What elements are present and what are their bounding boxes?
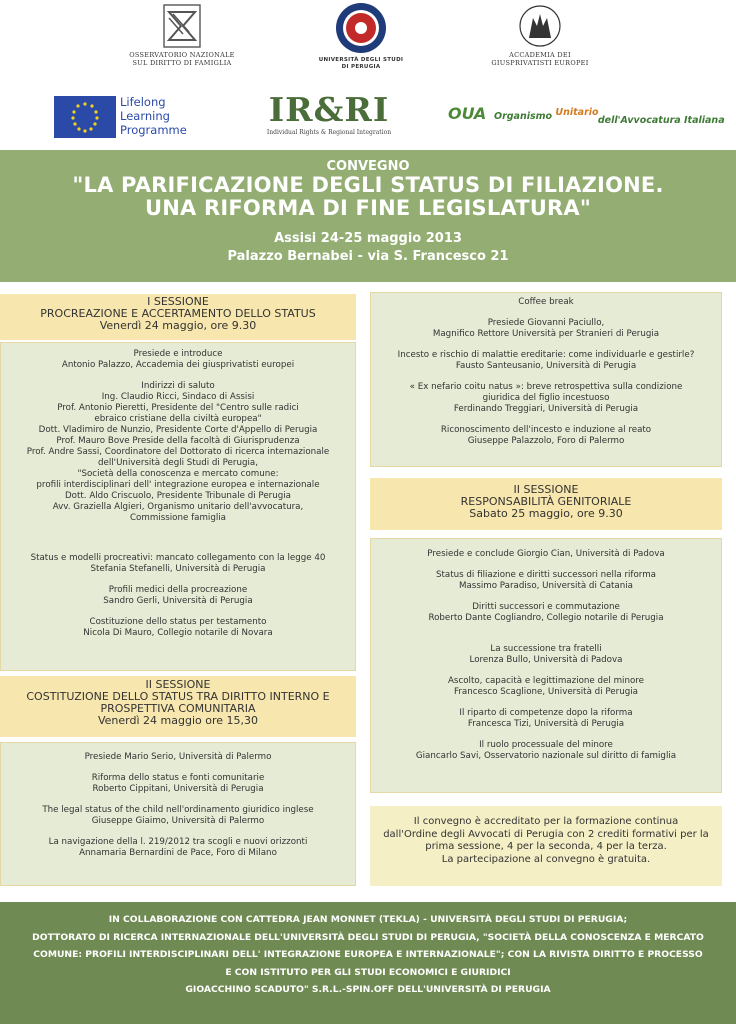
accademia-label: ACCADEMIA DEI GIUSPRIVATISTI EUROPEI <box>491 51 589 67</box>
program-block: Profili medici della procreazione Sandro Gerli, Università di Perugia <box>103 585 253 606</box>
footer-line-1: IN COLLABORAZIONE CON CATTEDRA JEAN MONNET (TEKLA) - UNIVERSITÀ DEGLI STUDI DI PERUGIA; <box>108 914 628 925</box>
program-block: Diritti successori e commutazione Roberto Dante Cogliandro, Collegio notarile di Perugia <box>428 602 664 623</box>
conference-place: Palazzo Bernabei - via S. Francesco 21 <box>227 249 509 264</box>
credits-line-2: dall'Ordine degli Avvocati di Perugia con 2 crediti formativi per la <box>383 828 709 840</box>
program-block: Presiede e conclude Giorgio Cian, Università di Padova <box>427 549 665 559</box>
program-block: Coffee break <box>518 297 574 307</box>
program-block: Presiede Giovanni Paciullo, Magnifico Rettore Università per Stranieri di Perugia <box>432 318 660 339</box>
coffee-break-program <box>370 292 722 467</box>
footer-line-4: E CON ISTITUTO PER GLI STUDI ECONOMICI E GIURIDICI <box>225 966 511 978</box>
session-1-program <box>0 342 356 671</box>
unipg-logo <box>318 2 404 74</box>
program-block: Costituzione dello status per testamento Nicola Di Mauro, Collegio notarile di Novara <box>83 617 273 638</box>
oua-mark: OUA <box>448 104 487 123</box>
lifelong-word-2: Learning <box>120 109 170 123</box>
session-2-subtitle-1: COSTITUZIONE DELLO STATUS TRA DIRITTO INTERNO E <box>26 690 330 703</box>
unipg-label: UNIVERSITÀ DEGLI STUDI DI PERUGIA <box>318 57 404 70</box>
session-2-when: Venerdì 24 maggio ore 15,30 <box>97 714 258 727</box>
oua-name-2: Unitario <box>555 107 599 118</box>
program-block: Il riparto di competenze dopo la riforma Francesca Tizi, Università di Perugia <box>459 708 633 729</box>
irri-subtitle: Individual Rights & Regional Integration <box>266 129 392 136</box>
program-block: Riconoscimento dell'incesto e induzione al reato Giuseppe Palazzolo, Foro di Palermo <box>440 425 652 446</box>
credits-line-1: Il convegno è accreditato per la formazione continua <box>413 816 679 827</box>
title-banner <box>0 150 736 282</box>
session-3-when: Sabato 25 maggio, ore 9.30 <box>469 507 623 520</box>
footer-line-2: DOTTORATO DI RICERCA INTERNAZIONALE DELL'UNIVERSITÀ DEGLI STUDI DI PERUGIA, "SOCIETÀ DELLA CONOSCENZA E MERCATO <box>32 931 704 943</box>
session-2-subtitle-2: PROSPETTIVA COMUNITARIA <box>100 702 256 715</box>
program-block: Status e modelli procreativi: mancato collegamento con la legge 40 Stefania Stefanelli, Università di Perugia <box>30 553 326 574</box>
accademia-emblem-icon <box>519 4 561 48</box>
eu-flag-icon <box>54 96 116 138</box>
program-block: Presiede e introduce Antonio Palazzo, Accademia dei giusprivatisti europei <box>61 349 295 370</box>
credits-line-4: La partecipazione al convegno è gratuita. <box>441 853 651 865</box>
oua-name-3: dell'Avvocatura Italiana <box>597 115 725 126</box>
credits-line-3: prima sessione, 4 per la seconda, 4 per la terza. <box>425 841 667 852</box>
conference-date: Assisi 24-25 maggio 2013 <box>274 231 462 246</box>
irri-logo <box>258 92 400 140</box>
session-3-title: II SESSIONE <box>513 483 579 496</box>
oua-logo <box>448 104 725 134</box>
session-3-program <box>370 538 722 793</box>
conference-title-1: "LA PARIFICAZIONE DEGLI STATUS DI FILIAZIONE. <box>72 173 664 197</box>
credits-box <box>370 806 722 886</box>
collaboration-footer <box>0 902 736 1024</box>
program-block: The legal status of the child nell'ordinamento giuridico inglese Giuseppe Giaimo, Università di Palermo <box>42 805 314 826</box>
program-block: Presiede Mario Serio, Università di Palermo <box>84 752 272 762</box>
lifelong-logo <box>54 95 204 139</box>
program-block: « Ex nefario coitu natus »: breve retrospettiva sulla condizione giuridica del figlio incestuoso Ferdinando Treggiari, Università di Perugia <box>409 382 683 414</box>
osservatorio-emblem-icon <box>163 4 201 48</box>
lifelong-word-1: Lifelong <box>120 95 166 109</box>
osservatorio-logo <box>128 4 236 70</box>
session-2-title: II SESSIONE <box>145 678 211 691</box>
irri-wordmark: IR&RI <box>268 90 390 129</box>
unipg-seal-icon <box>335 2 387 54</box>
footer-line-3: COMUNE: PROFILI INTERDISCIPLINARI DELL' INTEGRAZIONE EUROPEA E INTERNAZIONALE"; CON LA RIVISTA DIRITTO E PROCESSO <box>33 949 703 960</box>
program-block: Ascolto, capacità e legittimazione del minore Francesco Scaglione, Università di Perugia <box>447 676 644 697</box>
accademia-logo <box>484 4 596 70</box>
program-block: Il ruolo processuale del minore Giancarlo Savi, Osservatorio nazionale sul diritto di famiglia <box>415 740 677 761</box>
session-1-header <box>0 294 356 340</box>
session-2-header <box>0 676 356 737</box>
session-1-subtitle: PROCREAZIONE E ACCERTAMENTO DELLO STATUS <box>40 307 316 320</box>
footer-line-5: GIOACCHINO SCADUTO" S.R.L.-SPIN.OFF DELL'UNIVERSITÀ DI PERUGIA <box>185 984 551 995</box>
convegno-label: CONVEGNO <box>326 159 410 174</box>
program-block: Incesto e rischio di malattie ereditarie: come individuarle e gestirle? Fausto Santeusanio, Università di Perugia <box>397 350 695 371</box>
program-block: La navigazione della l. 219/2012 tra scogli e nuovi orizzonti Annamaria Bernardini de Pace, Foro di Milano <box>48 837 308 858</box>
session-1-title: I SESSIONE <box>147 295 209 308</box>
program-block: Indirizzi di saluto Ing. Claudio Ricci, Sindaco di Assisi Prof. Antonio Pieretti, Presidente del "Centro sulle radici ebraico cristiane della civiltà europea" Dott. Vladimiro de Nunzio, Presidente Corte d'Appello di Perugia Prof. Mauro Bove Preside della facoltà di Giurisprudenza Prof. Andre Sassi, Coordinatore del Dottorato di ricerca internazionale dell'Università degli Studi di Perugia, "Società della conoscenza e mercato comune: profili interdisciplinari dell' integrazione europea e internazionale Dott. Aldo Criscuolo, Presidente Tribunale di Perugia Avv. Graziella Algieri, Organismo unitario dell'avvocatura, Commissione famiglia <box>26 381 330 523</box>
program-block: Status di filiazione e diritti successori nella riforma Massimo Paradiso, Università di Catania <box>435 570 657 591</box>
osservatorio-label: OSSERVATORIO NAZIONALE SUL DIRITTO DI FAMIGLIA <box>129 51 235 67</box>
lifelong-word-3: Programme <box>120 123 187 137</box>
program-block: La successione tra fratelli Lorenza Bullo, Università di Padova <box>469 644 623 665</box>
session-2-program <box>0 742 356 886</box>
session-1-when: Venerdì 24 maggio, ore 9.30 <box>99 319 257 332</box>
session-3-header <box>370 478 722 530</box>
oua-name-1: Organismo <box>494 111 553 122</box>
session-3-subtitle: RESPONSABILITÀ GENITORIALE <box>460 495 632 508</box>
conference-title-2: UNA RIFORMA DI FINE LEGISLATURA" <box>145 196 591 220</box>
program-block: Riforma dello status e fonti comunitarie Roberto Cippitani, Università di Perugia <box>91 773 265 794</box>
